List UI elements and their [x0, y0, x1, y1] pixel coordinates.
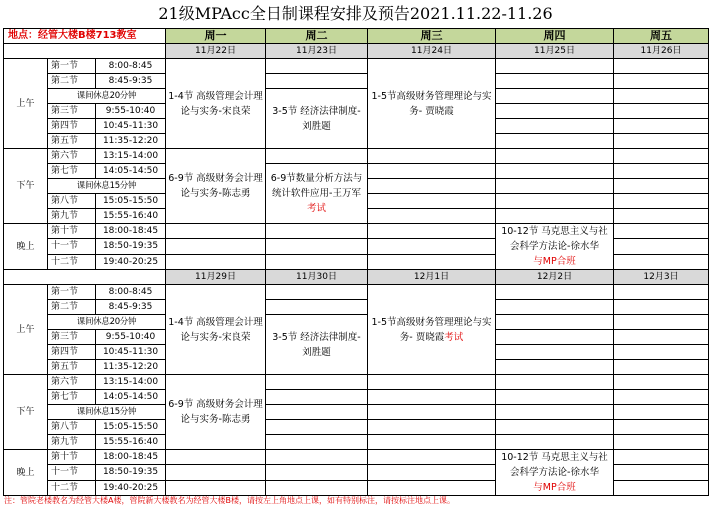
empty-cell: [614, 435, 709, 450]
break-label: 课间休息15分钟: [48, 405, 166, 420]
slot-time: 18:50-19:35: [96, 465, 166, 480]
date-header: 11月23日: [266, 44, 368, 59]
joint-class-note: 与MP合班: [533, 256, 576, 267]
slot-name: 十二节: [48, 480, 96, 495]
empty-cell: [266, 224, 368, 239]
joint-class-note: 与MP合班: [533, 482, 576, 493]
location-label: 地点：经管大楼B楼713教室: [4, 29, 166, 44]
empty-cell: [166, 480, 266, 495]
course-tue-am: [266, 315, 368, 375]
empty-cell: [614, 315, 709, 330]
date-header: 12月1日: [368, 270, 496, 285]
course-text: 1-5节高级财务管理理论与实务- 贾晓霞: [371, 90, 492, 117]
empty-cell: [614, 194, 709, 209]
empty-cell: [368, 194, 496, 209]
slot-name: 第九节: [48, 435, 96, 450]
empty-cell: [614, 330, 709, 345]
empty-cell: [496, 74, 614, 89]
weekday-header: 周一: [166, 29, 266, 44]
course-text: 6-9节 高级财务会计理论与实务-陈志勇: [168, 399, 263, 425]
empty-cell: [266, 239, 368, 254]
empty-cell: [614, 465, 709, 480]
slot-time: 15:05-15:50: [96, 420, 166, 435]
period-pm: 下午: [4, 375, 48, 450]
course-text: 3-5节 经济法律制度-刘胜题: [272, 331, 361, 358]
empty-cell: [368, 420, 496, 435]
empty-cell: [368, 239, 496, 254]
slot-time: 15:55-16:40: [96, 209, 166, 224]
empty-cell: [266, 405, 368, 420]
empty-cell: [614, 375, 709, 390]
empty-cell: [614, 59, 709, 74]
slot-name: 第六节: [48, 149, 96, 164]
slot-time: 10:45-11:30: [96, 345, 166, 360]
slot-time: 11:35-12:20: [96, 360, 166, 375]
slot-name: 第八节: [48, 420, 96, 435]
period-am: 上午: [4, 285, 48, 375]
empty-cell: [496, 345, 614, 360]
empty-cell: [266, 149, 368, 164]
empty-cell: [368, 224, 496, 239]
break-label: 课间休息15分钟: [48, 179, 166, 194]
empty-cell: [266, 300, 368, 315]
break-label: 课间休息20分钟: [48, 315, 166, 330]
course-mon-pm: [166, 149, 266, 224]
slot-time: 18:50-19:35: [96, 239, 166, 254]
empty-cell: [614, 360, 709, 375]
empty-cell: [368, 465, 496, 480]
empty-cell: [614, 480, 709, 495]
slot-time: 18:00-18:45: [96, 450, 166, 465]
empty-cell: [496, 119, 614, 134]
date-header: 11月29日: [166, 270, 266, 285]
empty-cell: [614, 104, 709, 119]
empty-cell: [614, 285, 709, 300]
slot-name: 第五节: [48, 134, 96, 149]
slot-name: 第六节: [48, 375, 96, 390]
empty-cell: [496, 375, 614, 390]
slot-time: 14:05-14:50: [96, 390, 166, 405]
date-header: 12月2日: [496, 270, 614, 285]
empty-cell: [266, 480, 368, 495]
course-exam-mark: 考试: [444, 331, 464, 343]
slot-time: 8:45-9:35: [96, 74, 166, 89]
course-tue-am: [266, 89, 368, 149]
slot-time: 8:45-9:35: [96, 300, 166, 315]
empty-cell: [368, 435, 496, 450]
empty-cell: [266, 74, 368, 89]
empty-cell: [266, 59, 368, 74]
period-pm: 下午: [4, 149, 48, 224]
date-header: 11月25日: [496, 44, 614, 59]
empty-cell: [166, 224, 266, 239]
slot-name: 第九节: [48, 209, 96, 224]
course-text: 1-5节高级财务管理理论与实务- 贾晓霞: [371, 316, 492, 343]
blank-cell: [4, 44, 166, 59]
empty-cell: [496, 134, 614, 149]
weekday-header: 周四: [496, 29, 614, 44]
slot-name: 第十节: [48, 224, 96, 239]
course-exam-mark: 考试: [306, 203, 326, 214]
empty-cell: [496, 59, 614, 74]
slot-time: 8:00-8:45: [96, 285, 166, 300]
empty-cell: [614, 134, 709, 149]
empty-cell: [496, 435, 614, 450]
slot-name: 第三节: [48, 330, 96, 345]
course-thu-eve: [496, 450, 614, 496]
empty-cell: [166, 239, 266, 254]
empty-cell: [166, 254, 266, 269]
slot-name: 第一节: [48, 285, 96, 300]
course-text: 1-4节 高级管理会计理论与实务-宋良荣: [168, 316, 263, 343]
empty-cell: [368, 254, 496, 269]
empty-cell: [266, 285, 368, 300]
date-header: 11月30日: [266, 270, 368, 285]
empty-cell: [368, 405, 496, 420]
slot-name: 第七节: [48, 390, 96, 405]
page-title: 21级MPAcc全日制课程安排及预告2021.11.22-11.26: [158, 4, 553, 23]
period-evening: 晚上: [4, 450, 48, 496]
course-thu-eve: [496, 224, 614, 270]
empty-cell: [166, 465, 266, 480]
slot-name: 第七节: [48, 164, 96, 179]
date-header: 11月24日: [368, 44, 496, 59]
course-mon-am: [166, 285, 266, 375]
slot-time: 9:55-10:40: [96, 330, 166, 345]
empty-cell: [368, 375, 496, 390]
empty-cell: [614, 254, 709, 269]
empty-cell: [614, 405, 709, 420]
course-tue-pm: [266, 164, 368, 224]
course-mon-am: [166, 59, 266, 149]
empty-cell: [496, 149, 614, 164]
course-text: 3-5节 经济法律制度-刘胜题: [272, 105, 361, 132]
slot-name: 第八节: [48, 194, 96, 209]
empty-cell: [266, 390, 368, 405]
empty-cell: [496, 420, 614, 435]
slot-name: 第四节: [48, 119, 96, 134]
course-wed-am: [368, 285, 496, 375]
slot-time: 13:15-14:00: [96, 375, 166, 390]
footer-note: 注：管院老楼教名为经管大楼A楼，管院新大楼教名为经管大楼B楼，请按左上角地点上课，如有特别标注，请按标注地点上课。: [4, 496, 455, 505]
slot-time: 11:35-12:20: [96, 134, 166, 149]
slot-name: 第二节: [48, 300, 96, 315]
blank-cell: [4, 270, 166, 285]
empty-cell: [614, 209, 709, 224]
slot-name: 第二节: [48, 74, 96, 89]
date-header: 12月3日: [614, 270, 709, 285]
period-evening: 晚上: [4, 224, 48, 270]
slot-time: 9:55-10:40: [96, 104, 166, 119]
date-header: 11月22日: [166, 44, 266, 59]
empty-cell: [614, 74, 709, 89]
weekday-header: 周三: [368, 29, 496, 44]
empty-cell: [496, 194, 614, 209]
course-text: 10-12节 马克思主义与社会科学方法论-徐水华: [501, 226, 608, 252]
empty-cell: [368, 390, 496, 405]
empty-cell: [496, 89, 614, 104]
weekday-header: 周五: [614, 29, 709, 44]
empty-cell: [166, 450, 266, 465]
slot-time: 8:00-8:45: [96, 59, 166, 74]
empty-cell: [614, 149, 709, 164]
slot-name: 十一节: [48, 239, 96, 254]
empty-cell: [614, 450, 709, 465]
slot-time: 10:45-11:30: [96, 119, 166, 134]
course-text: 6-9节数量分析方法与统计软件应用-王万军: [270, 173, 363, 199]
course-text: 1-4节 高级管理会计理论与实务-宋良荣: [168, 90, 263, 117]
empty-cell: [496, 209, 614, 224]
slot-name: 第一节: [48, 59, 96, 74]
empty-cell: [614, 119, 709, 134]
empty-cell: [368, 164, 496, 179]
slot-name: 第十节: [48, 450, 96, 465]
empty-cell: [496, 405, 614, 420]
slot-time: 15:05-15:50: [96, 194, 166, 209]
date-header: 11月26日: [614, 44, 709, 59]
empty-cell: [496, 315, 614, 330]
empty-cell: [614, 420, 709, 435]
empty-cell: [614, 179, 709, 194]
slot-name: 十二节: [48, 254, 96, 269]
empty-cell: [496, 330, 614, 345]
empty-cell: [614, 239, 709, 254]
empty-cell: [614, 390, 709, 405]
empty-cell: [266, 435, 368, 450]
slot-name: 第三节: [48, 104, 96, 119]
slot-time: 18:00-18:45: [96, 224, 166, 239]
empty-cell: [266, 420, 368, 435]
empty-cell: [266, 450, 368, 465]
empty-cell: [614, 164, 709, 179]
break-label: 课间休息20分钟: [48, 89, 166, 104]
empty-cell: [368, 179, 496, 194]
empty-cell: [614, 300, 709, 315]
course-text: 10-12节 马克思主义与社会科学方法论-徐水华: [501, 452, 608, 478]
empty-cell: [496, 390, 614, 405]
period-am: 上午: [4, 59, 48, 149]
empty-cell: [496, 360, 614, 375]
empty-cell: [496, 300, 614, 315]
empty-cell: [496, 179, 614, 194]
empty-cell: [496, 104, 614, 119]
slot-time: 19:40-20:25: [96, 480, 166, 495]
empty-cell: [368, 209, 496, 224]
empty-cell: [368, 480, 496, 495]
empty-cell: [266, 254, 368, 269]
course-mon-pm: [166, 375, 266, 450]
schedule-table: [3, 28, 709, 496]
course-text: 6-9节 高级财务会计理论与实务-陈志勇: [168, 173, 263, 199]
empty-cell: [614, 89, 709, 104]
empty-cell: [368, 450, 496, 465]
weekday-header: 周二: [266, 29, 368, 44]
empty-cell: [368, 149, 496, 164]
slot-time: 14:05-14:50: [96, 164, 166, 179]
course-wed-am: [368, 59, 496, 149]
slot-time: 13:15-14:00: [96, 149, 166, 164]
empty-cell: [266, 465, 368, 480]
empty-cell: [614, 224, 709, 239]
empty-cell: [266, 375, 368, 390]
slot-time: 19:40-20:25: [96, 254, 166, 269]
empty-cell: [496, 164, 614, 179]
slot-name: 十一节: [48, 465, 96, 480]
empty-cell: [614, 345, 709, 360]
slot-time: 15:55-16:40: [96, 435, 166, 450]
slot-name: 第四节: [48, 345, 96, 360]
slot-name: 第五节: [48, 360, 96, 375]
empty-cell: [496, 285, 614, 300]
